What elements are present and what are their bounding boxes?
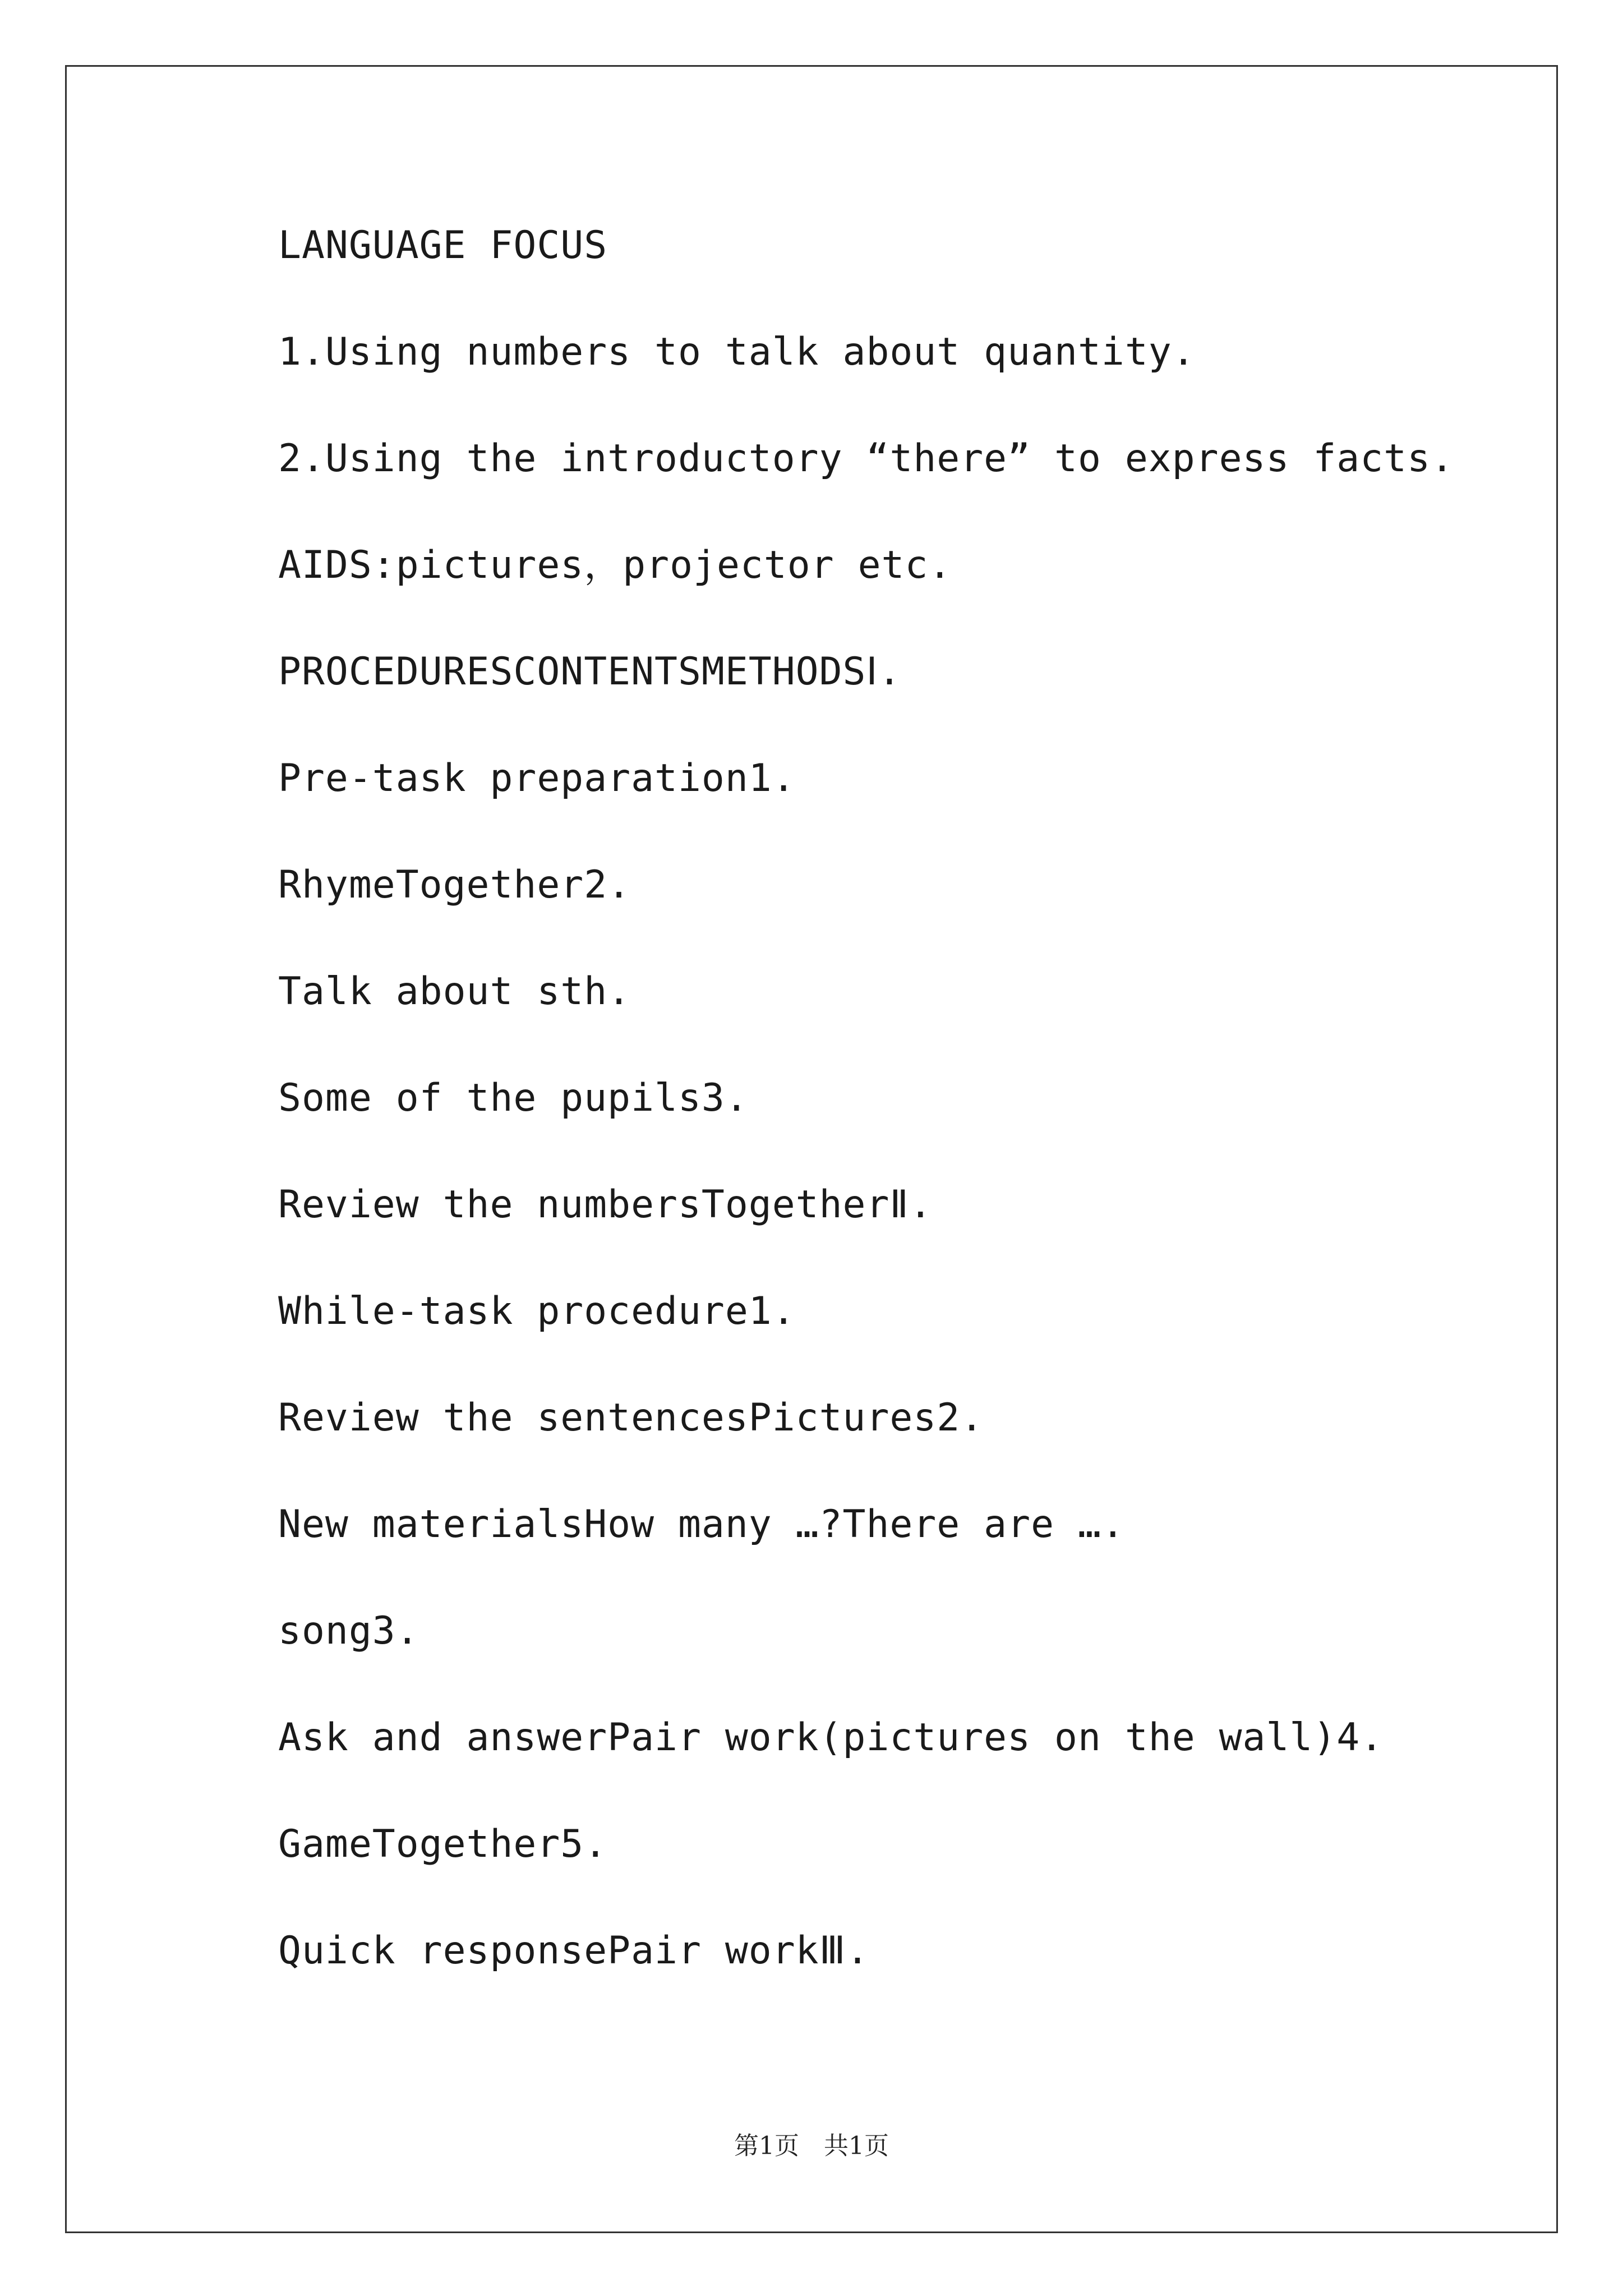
heading-language-focus: LANGUAGE FOCUS xyxy=(278,223,608,268)
text-line: song3. xyxy=(278,1609,419,1653)
text-line: Review the numbersTogetherⅡ. xyxy=(278,1182,933,1227)
text-line: Quick responsePair workⅢ. xyxy=(278,1929,870,1973)
text-line: Some of the pupils3. xyxy=(278,1076,749,1120)
text-line: Talk about sth. xyxy=(278,969,631,1014)
text-line: 1.Using numbers to talk about quantity. xyxy=(278,330,1196,374)
text-line: While-task procedure1. xyxy=(278,1289,796,1333)
text-line: PROCEDURESCONTENTSMETHODSⅠ. xyxy=(278,650,902,694)
text-line: RhymeTogether2. xyxy=(278,863,631,907)
document-body xyxy=(278,224,1456,2036)
page-number-footer: 第1页 共1页 xyxy=(734,2132,889,2160)
text-line: GameTogether5. xyxy=(278,1822,608,1866)
text-line: Review the sentencesPictures2. xyxy=(278,1396,984,1440)
text-line: AIDS:pictures，projector etc. xyxy=(278,543,952,587)
text-line: New materialsHow many …?There are …. xyxy=(278,1502,1125,1547)
text-line: 2.Using the introductory “there” to express facts. xyxy=(278,436,1454,481)
text-line: Ask and answerPair work(pictures on the wall)4. xyxy=(278,1715,1384,1760)
text-line: Pre-task preparation1. xyxy=(278,756,796,800)
